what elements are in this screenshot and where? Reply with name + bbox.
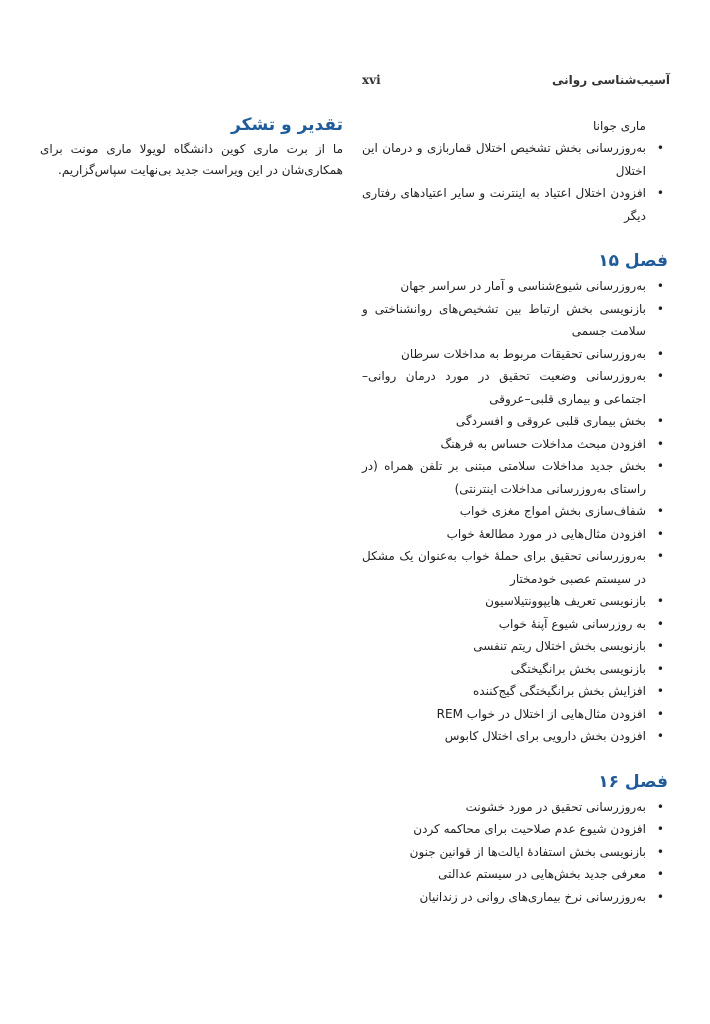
list-item: • بازنویسی بخش استفادهٔ ایالت‌ها از قوانین جنون	[362, 841, 668, 864]
bullet-icon: •	[656, 616, 664, 631]
bullet-icon: •	[656, 346, 664, 361]
list-item: • بازنویسی تعریف هایپوونتیلاسیون	[362, 590, 668, 613]
chapter-15-title: فصل ۱۵	[598, 251, 668, 271]
bullet-icon: •	[656, 867, 664, 881]
bullet-icon: •	[656, 141, 664, 155]
bullet-icon: •	[656, 369, 664, 383]
bullet-icon: •	[656, 414, 664, 428]
list-item: • افزودن شیوع عدم صلاحیت برای محاکمه کردن	[362, 818, 668, 841]
list-item: • به‌روزرسانی وضعیت تحقیق در مورد درمان روانی–اجتماعی و بیماری قلبی–عروقی	[362, 365, 668, 410]
bullet-icon: •	[656, 436, 664, 451]
bullet-icon: •	[656, 729, 664, 743]
left-column	[40, 115, 343, 181]
bullet-icon: •	[656, 706, 664, 721]
bullet-icon: •	[656, 279, 664, 293]
intro-author: ماری جوانا	[592, 119, 646, 133]
bullet-icon: •	[656, 526, 664, 541]
acknowledgment-text: ما از برت ماری کوین دانشگاه لویولا ماری مونت برای همکاری‌شان در این ویراست جدید بی‌نهایت سپاس‌گزاریم.	[40, 142, 343, 177]
intro-list	[362, 137, 668, 227]
bullet-icon: •	[656, 684, 664, 698]
bullet-icon: •	[656, 504, 664, 518]
list-item: • بازنویسی بخش اختلال ریتم تنفسی	[362, 635, 668, 658]
bullet-icon: •	[656, 594, 664, 608]
list-item: • افزودن مثال‌هایی از اختلال در خواب REM	[362, 703, 668, 726]
list-item: • بخش جدید مداخلات سلامتی مبتنی بر تلفن همراه (در راستای به‌روزرسانی مداخلات اینترنتی)	[362, 455, 668, 500]
running-title: آسیب‌شناسی روانی	[552, 73, 670, 87]
list-item: • افزودن مبحث مداخلات حساس به فرهنگ	[362, 433, 668, 456]
bullet-icon: •	[656, 822, 664, 836]
list-item: • به‌روزرسانی تحقیق برای حملهٔ خواب به‌عنوان یک مشکل در سیستم عصبی خودمختار	[362, 545, 668, 590]
list-item: • بازنویسی بخش ارتباط بین تشخیص‌های روانشناختی و سلامت جسمی	[362, 298, 668, 343]
acknowledgment-title: تقدیر و تشکر	[231, 115, 343, 135]
right-column	[362, 115, 668, 908]
bullet-icon: •	[656, 889, 664, 904]
list-item: • افزودن اختلال اعتیاد به اینترنت و سایر اعتیادهای رفتاری دیگر	[362, 182, 668, 227]
page-number: xvi	[362, 73, 381, 87]
chapter-15-list	[362, 275, 668, 748]
chapter-16-title: فصل ۱۶	[598, 771, 668, 792]
list-item: • به‌روزرسانی تحقیق در مورد خشونت	[362, 796, 668, 819]
chapter-16-list	[362, 796, 668, 909]
bullet-icon: •	[656, 459, 664, 473]
bullet-icon: •	[656, 844, 664, 859]
list-item: • افزایش بخش برانگیختگی گیج‌کننده	[362, 680, 668, 703]
list-item: • به‌روزرسانی تحقیقات مربوط به مداخلات سرطان	[362, 343, 668, 366]
list-item: • به‌روزرسانی نرخ بیماری‌های روانی در زندانیان	[362, 886, 668, 909]
bullet-icon: •	[656, 661, 664, 676]
list-item: • افزودن بخش دارویی برای اختلال کابوس	[362, 725, 668, 748]
list-item: • بازنویسی بخش برانگیختگی	[362, 658, 668, 681]
list-item: • بخش بیماری قلبی عروقی و افسردگی	[362, 410, 668, 433]
bullet-icon: •	[656, 799, 664, 814]
page-header	[362, 73, 670, 87]
list-item: • به روزرسانی شیوع آپنهٔ خواب	[362, 613, 668, 636]
list-item: • افزودن مثال‌هایی در مورد مطالعهٔ خواب	[362, 523, 668, 546]
list-item: • به‌روزرسانی شیوع‌شناسی و آمار در سراسر جهان	[362, 275, 668, 298]
bullet-icon: •	[656, 639, 664, 653]
list-item: • شفاف‌سازی بخش امواج مغزی خواب	[362, 500, 668, 523]
bullet-icon: •	[656, 301, 664, 316]
bullet-icon: •	[656, 186, 664, 200]
list-item: • به‌روزرسانی بخش تشخیص اختلال قماربازی و درمان این اختلال	[362, 137, 668, 182]
bullet-icon: •	[656, 549, 664, 563]
list-item: • معرفی جدید بخش‌هایی در سیستم عدالتی	[362, 863, 668, 886]
